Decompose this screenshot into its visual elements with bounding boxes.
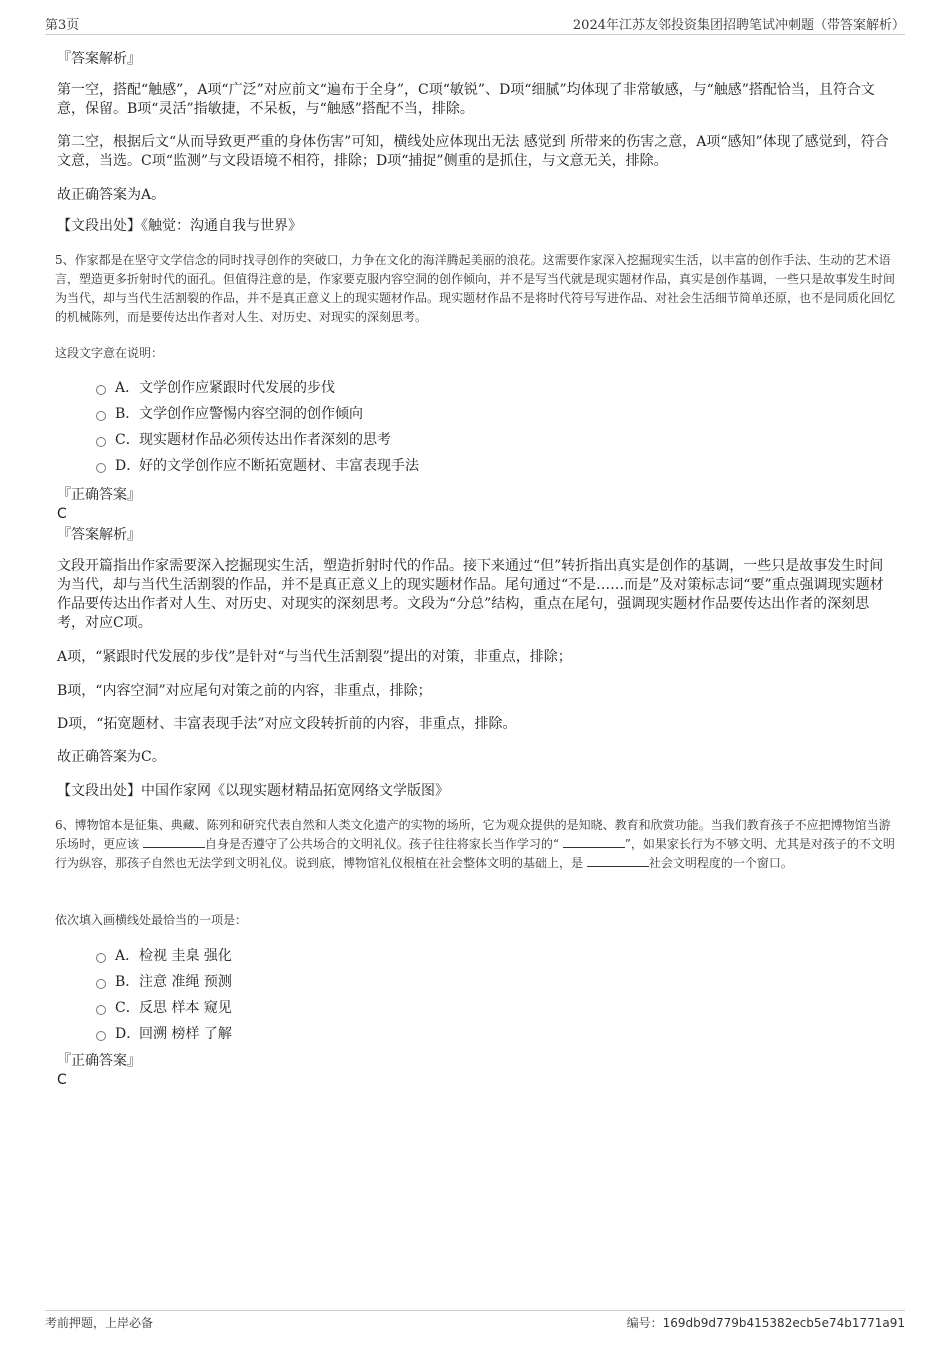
radio-icon[interactable] (96, 463, 106, 473)
radio-icon[interactable] (96, 411, 106, 421)
analysis-label: 『答案解析』 (57, 527, 141, 543)
question-prompt: 依次填入画横线处最恰当的一项是： (55, 913, 248, 927)
footer-slogan: 考前押题，上岸必备 (45, 1316, 154, 1330)
correct-answer: C (57, 506, 67, 522)
option-d[interactable]: D．好的文学创作应不断拓宽题材、丰富表现手法 (96, 456, 419, 476)
fill-blank-3[interactable] (587, 854, 649, 867)
correct-answer: C (57, 1072, 67, 1088)
page-footer (45, 1310, 905, 1333)
option-b[interactable]: B．注意 准绳 预测 (96, 972, 232, 992)
page-number: 第3页 (45, 18, 80, 33)
analysis-paragraph: A项，“紧跟时代发展的步伐”是针对“与当代生活割裂”提出的对策，非重点，排除； (57, 649, 572, 665)
question-stem: 6、博物馆本是征集、典藏、陈列和研究代表自然和人类文化遗产的实物的场所，它为观众提供的是知晓、教育和欣赏功能。当我们教育孩子不应把博物馆当游乐场时，更应该 自身是否遵守了公共场合的文明礼仪。孩子往往将家长当作学习的“ ”，如果家长行为不够文明、尤其是对孩子的不文明行为纵容，那孩子自然也无法学到文明礼仪。说到底，博物馆礼仪根植在社会整体文明的基础上，是 社会文明程度的一个窗口。 (55, 818, 895, 870)
option-d[interactable]: D．回溯 榜样 了解 (96, 1024, 232, 1044)
radio-icon[interactable] (96, 1005, 106, 1015)
answer-conclusion: 故正确答案为C。 (57, 749, 166, 765)
radio-icon[interactable] (96, 979, 106, 989)
analysis-paragraph: 第一空，搭配“触感”，A项“广泛”对应前文“遍布于全身”，C项“敏锐”、D项“细腻”均体现了非常敏感，与“触感”搭配恰当，且符合文意，保留。B项“灵活”指敏捷，不呆板，与“触感”搭配不当，排除。 (57, 82, 875, 117)
fill-blank-2[interactable] (563, 835, 625, 848)
radio-icon[interactable] (96, 953, 106, 963)
option-a[interactable]: A．文学创作应紧跟时代发展的步伐 (96, 378, 335, 398)
radio-icon[interactable] (96, 1031, 106, 1041)
option-a[interactable]: A．检视 圭臬 强化 (96, 946, 232, 966)
analysis-paragraph: 文段开篇指出作家需要深入挖掘现实生活，塑造折射时代的作品。接下来通过“但”转折指出真实是创作的基调，一些只是故事发生时间为当代，却与当代生活割裂的作品，并不是真正意义上的现实题材作品。尾句通过“不是……而是”及对策标志词“要”重点强调现实题材作品要传达出作者对人生、对历史、对现实的深刻思考。文段为“分总”结构，重点在尾句，强调现实题材作品要传达出作者的深刻思考，对应C项。 (57, 558, 884, 631)
option-c[interactable]: C．反思 样本 窥见 (96, 998, 232, 1018)
option-b[interactable]: B．文学创作应警惕内容空洞的创作倾向 (96, 404, 363, 424)
source-citation: 【文段出处】《触觉：沟通自我与世界》 (57, 218, 302, 234)
document-title: 2024年江苏友邻投资集团招聘笔试冲刺题（带答案解析） (572, 18, 905, 33)
document-id: 编号：169db9d779b415382ecb5e74b1771a91 (626, 1316, 905, 1330)
radio-icon[interactable] (96, 385, 106, 395)
question-stem: 5、作家都是在坚守文学信念的同时找寻创作的突破口，力争在文化的海洋腾起美丽的浪花。这需要作家深入挖掘现实生活，以丰富的创作手法、生动的艺术语言，塑造更多折射时代的面孔。但值得注意的是，作家要克服内容空洞的创作倾向，并不是写当代就是现实题材作品，真实是创作基调，一些只是故事发生时间为当代，却与当代生活割裂的作品，并不是真正意义上的现实题材作品。现实题材作品不是将时代符号写进作品、对社会生活细节简单还原，也不是同质化回忆的机械陈列，而是要传达出作者对人生、对历史、对现实的深刻思考。 (55, 253, 896, 324)
option-c[interactable]: C．现实题材作品必须传达出作者深刻的思考 (96, 430, 391, 450)
radio-icon[interactable] (96, 437, 106, 447)
source-citation: 【文段出处】中国作家网《以现实题材精品拓宽网络文学版图》 (57, 783, 449, 799)
fill-blank-1[interactable] (143, 835, 205, 848)
page-header (45, 14, 905, 35)
question-prompt: 这段文字意在说明： (55, 346, 164, 360)
answer-conclusion: 故正确答案为A。 (57, 187, 166, 203)
analysis-paragraph: B项，“内容空洞”对应尾句对策之前的内容，非重点，排除； (57, 683, 432, 699)
analysis-label: 『答案解析』 (57, 51, 141, 67)
correct-answer-label: 『正确答案』 (57, 1053, 141, 1069)
correct-answer-label: 『正确答案』 (57, 487, 141, 503)
analysis-paragraph: 第二空，根据后文“从而导致更严重的身体伤害”可知，横线处应体现出无法 感觉到 所带来的伤害之意，A项“感知”体现了感觉到，符合文意，当选。C项“监测”与文段语境不相符，排除；D项“捕捉”侧重的是抓住，与文意无关，排除。 (57, 134, 889, 169)
analysis-paragraph: D项，“拓宽题材、丰富表现手法”对应文段转折前的内容，非重点，排除。 (57, 716, 517, 732)
